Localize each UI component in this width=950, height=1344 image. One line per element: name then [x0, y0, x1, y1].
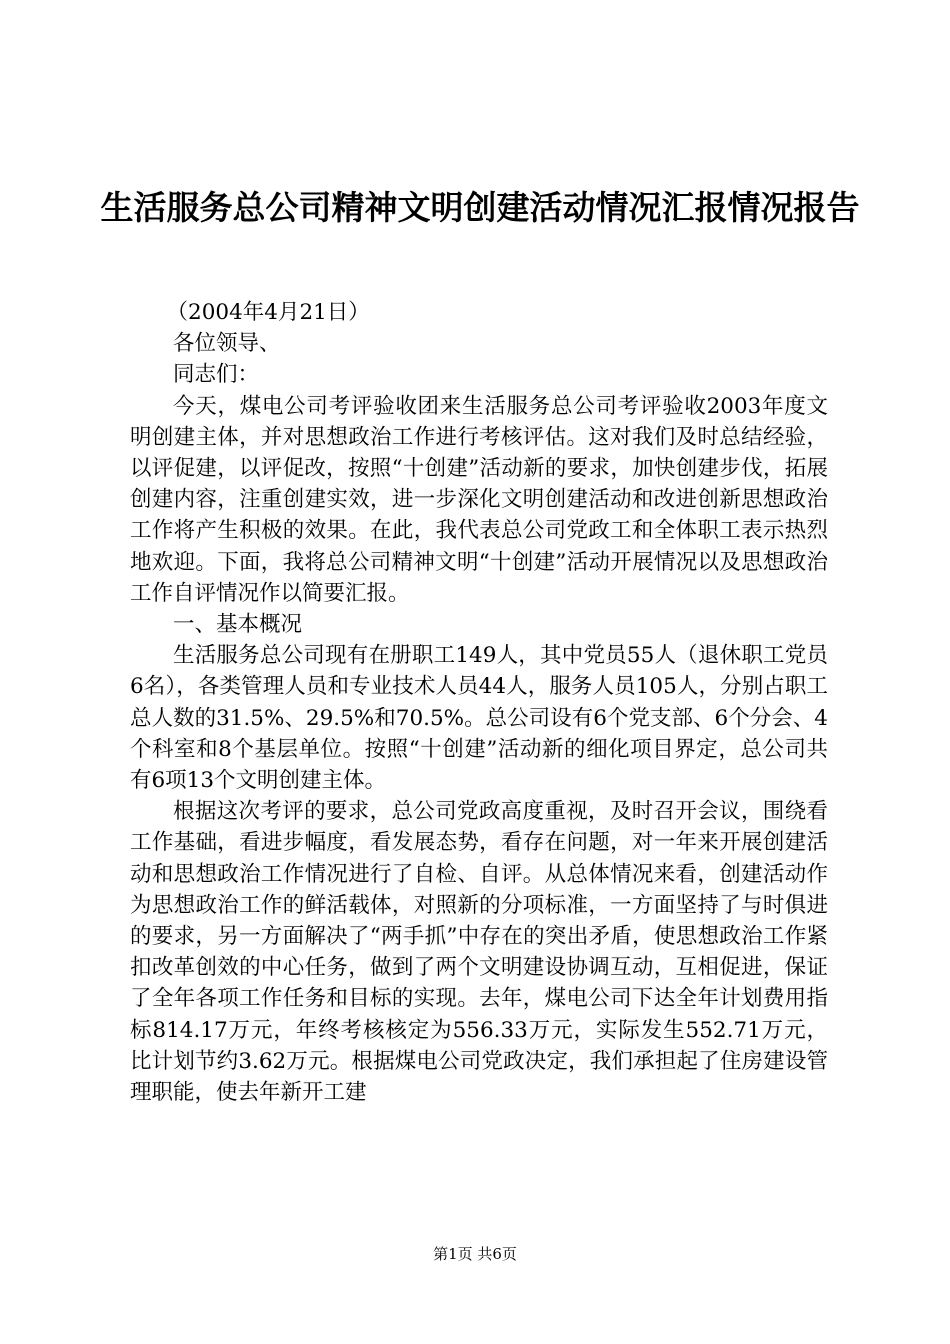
salutation-leaders: 各位领导、: [173, 331, 281, 357]
report-date: （2004年4月21日）: [166, 300, 370, 325]
paragraph-intro: 今天，煤电公司考评验收团来生活服务总公司考评验收2003年度文明创建主体，并对思想政治工作进行考核评估。这对我们及时总结经验，以评促建，以评促改，按照“十创建”活动新的要求，加快创建步伐，拓展创建内容，注重创建实效，进一步深化文明创建活动和改进创新思想政治工作将产生积极的效果。在此，我代表总公司党政工和全体职工表示热烈地欢迎。下面，我将总公司精神文明“十创建”活动开展情况以及思想政治工作自评情况作以简要汇报。: [130, 393, 828, 606]
page-number: 第1页 共6页: [433, 1245, 517, 1263]
document-body: [130, 297, 828, 1108]
section-heading-overview: 一、基本概况: [173, 612, 303, 638]
paragraph-overview: 生活服务总公司现有在册职工149人，其中党员55人（退休职工党员6名），各类管理人员和专业技术人员44人，服务人员105人，分别占职工总人数的31.5%、29.5%和70.5%。总公司设有6个党支部、6个分会、4个科室和8个基层单位。按照“十创建”活动新的细化项目界定，总公司共有6项13个文明创建主体。: [130, 643, 828, 794]
document-title: 生活服务总公司精神文明创建活动情况汇报情况报告: [100, 188, 860, 227]
salutation-comrades: 同志们：: [173, 362, 260, 388]
paragraph-evaluation: 根据这次考评的要求，总公司党政高度重视，及时召开会议，围绕看工作基础，看进步幅度，看发展态势，看存在问题，对一年来开展创建活动和思想政治工作情况进行了自检、自评。从总体情况来看，创建活动作为思想政治工作的鲜活载体，对照新的分项标准，一方面坚持了与时俱进的要求，另一方面解决了“两手抓”中存在的突出矛盾，使思想政治工作紧扣改革创效的中心任务，做到了两个文明建设协调互动，互相促进，保证了全年各项工作任务和目标的实现。去年，煤电公司下达全年计划费用指标814.17万元，年终考核核定为556.33万元，实际发生552.71万元，比计划节约3.62万元。根据煤电公司党政决定，我们承担起了住房建设管理职能，使去年新开工建: [130, 799, 828, 1106]
